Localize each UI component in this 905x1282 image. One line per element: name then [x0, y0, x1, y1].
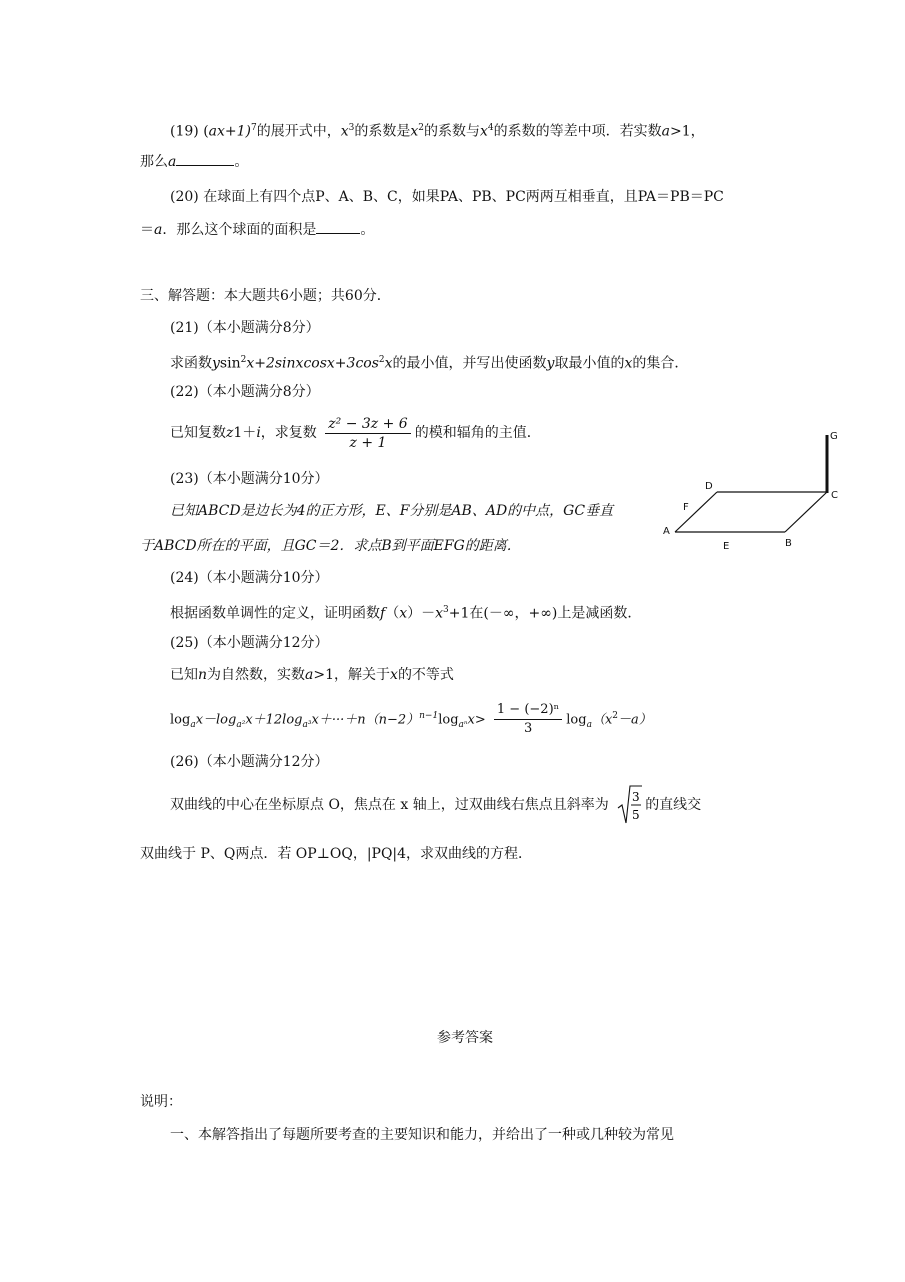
sqrt-denominator: 5 [632, 808, 640, 822]
q22-var: z [226, 425, 234, 441]
q24-var: x [399, 605, 408, 622]
q25-log: log [566, 712, 587, 728]
q25-inequality [170, 696, 652, 745]
fraction-denominator: 3 [523, 721, 533, 737]
q22-text: ，求复数 [260, 425, 317, 441]
q19-line1 [170, 118, 705, 142]
q20-text: ．那么这个球面的面积是 [162, 222, 317, 238]
q25-log-base: aⁿ [458, 719, 468, 730]
q25-var: a [305, 667, 314, 683]
q21-body [170, 350, 688, 374]
q24-heading: (24)（本小题满分10分） [170, 570, 329, 586]
q24-text: （ [385, 605, 400, 622]
q25-exponent: n−1 [419, 711, 439, 721]
q21-var: x [384, 355, 393, 372]
q19-text: 的系数与 [424, 123, 481, 140]
geometry-figure [655, 425, 845, 555]
q20-text: ＝ [140, 222, 154, 238]
q20-text: 。 [360, 222, 375, 238]
q22-text: 已知复数 [170, 425, 226, 441]
answer-blank [176, 153, 234, 166]
edge-ad [675, 492, 717, 532]
q24-var: f [380, 605, 386, 622]
q21-text: 的集合． [632, 355, 689, 372]
fraction-denominator: z + 1 [349, 434, 387, 451]
q19-exponent: 2 [418, 123, 425, 133]
q25-body [170, 665, 454, 685]
label-f: F [683, 502, 689, 513]
q21-text: sin [219, 355, 241, 372]
q25-exponent: 2 [612, 711, 619, 721]
label-a: A [663, 526, 670, 537]
answer-title: 参考答案 [437, 1030, 493, 1046]
q25-term: x＋···＋n（n−2） [311, 712, 420, 728]
q21-var: y [546, 355, 555, 372]
q19-var: a [168, 154, 177, 170]
q19-expression: ax+1) [208, 123, 251, 140]
q25-term: －a） [618, 712, 652, 728]
q21-heading: (21)（本小题满分8分） [170, 320, 320, 336]
fraction-numerator: 1 − (−2)ⁿ [494, 701, 562, 720]
q21-exponent: 2 [378, 355, 385, 365]
q19-var: x [340, 123, 349, 140]
q26-heading: (26)（本小题满分12分） [170, 754, 329, 770]
q22-var: i [256, 425, 261, 441]
q24-text: +1在(－∞，+∞)上是减函数． [448, 605, 642, 622]
q24-text: ）－ [407, 605, 436, 622]
q20-line1: (20) 在球面上有四个点P、A、B、C，如果PA、PB、PC两两互相垂直，且PA＝PB＝PC [170, 189, 724, 205]
label-d: D [705, 481, 713, 492]
q19-exponent: 3 [348, 123, 355, 133]
q25-text: 已知 [170, 667, 198, 683]
q19-exponent: 7 [251, 123, 257, 133]
q25-var: n [198, 667, 208, 683]
sqrt-expression [616, 784, 642, 826]
q19-line2 [140, 152, 248, 172]
q25-log-base: a [586, 719, 592, 730]
q19-text: 的系数是 [354, 123, 411, 140]
q24-text: 根据函数单调性的定义，证明函数 [170, 605, 380, 622]
q24-body [170, 600, 641, 624]
q26-text: 双曲线的中心在坐标原点 O，焦点在 x 轴上，过双曲线右焦点且斜率为 [170, 797, 609, 813]
q26-text: 的直线交 [645, 797, 702, 813]
q21-text: 取最小值的 [554, 355, 625, 372]
q21-text: 的最小值，并写出使函数 [392, 355, 547, 372]
edge-bc [785, 492, 827, 532]
q21-exponent: 2 [240, 355, 247, 365]
q25-text: 的不等式 [397, 667, 454, 683]
q21-var: x [624, 355, 633, 372]
q19-text: >1， [670, 123, 705, 140]
note-item-1: 一、本解答指出了每题所要考查的主要知识和能力，并给出了一种或几种较为常见 [170, 1127, 674, 1143]
q25-text: 为自然数，实数 [207, 667, 306, 683]
q25-term: x－log [195, 712, 237, 728]
q22-body [170, 414, 541, 452]
q22-fraction [325, 415, 410, 452]
q25-term: x＋12log [245, 712, 303, 728]
q25-log: log [438, 712, 459, 728]
label-g: G [830, 431, 838, 442]
q26-line1 [170, 784, 701, 826]
fraction-numerator: z² − 3z + 6 [325, 415, 410, 434]
q21-text: 求函数 [170, 355, 212, 372]
q25-heading: (25)（本小题满分12分） [170, 635, 329, 651]
q19-text: 。 [234, 154, 249, 170]
label-b: B [785, 538, 792, 549]
q21-var: y [212, 355, 220, 372]
q20-line2 [140, 220, 374, 240]
q25-log-base: a² [236, 719, 246, 730]
q20-var: a [154, 222, 163, 238]
q26-line2: 双曲线于 P、Q两点．若 OP⊥OQ，|PQ|4，求双曲线的方程． [140, 846, 533, 862]
q25-text: >1，解关于 [313, 667, 391, 683]
label-e: E [723, 541, 730, 552]
q19-text: 的展开式中， [256, 123, 341, 140]
label-c: C [831, 490, 838, 501]
q24-exponent: 3 [443, 605, 449, 615]
q25-term: x> [467, 712, 486, 728]
section-heading: 三、解答题：本大题共6小题；共60分． [140, 288, 391, 304]
q19-var: a [661, 123, 671, 140]
q19-var: x [410, 123, 419, 140]
sqrt-icon [616, 784, 642, 826]
q23-line1: 已知ABCD是边长为4的正方形，E、F分别是AB、AD的中点，GC垂直 [170, 503, 614, 519]
q22-text: 的模和辐角的主值． [414, 425, 541, 441]
note-label: 说明： [140, 1094, 182, 1110]
q23-line2: 于ABCD所在的平面，且GC＝2．求点B到平面EFG的距离． [140, 538, 521, 554]
q23-heading: (23)（本小题满分10分） [170, 471, 329, 487]
q19-text: (19) ( [170, 123, 209, 140]
q19-text: 那么 [140, 154, 168, 170]
q25-log: log [170, 712, 191, 728]
q25-fraction [494, 701, 562, 738]
q25-term: （x [591, 712, 613, 728]
answer-blank [316, 221, 360, 234]
q19-var: x [480, 123, 488, 140]
q21-expression: x+2sinxcosx+3cos [246, 355, 379, 372]
q24-var: x [435, 605, 443, 622]
q22-text: 1＋ [233, 425, 257, 441]
q19-exponent: 4 [487, 123, 494, 133]
q25-var: x [390, 667, 398, 683]
q19-text: 的系数的等差中项．若实数 [493, 123, 662, 140]
q25-log-base: a [190, 719, 196, 730]
sqrt-numerator: 3 [632, 790, 640, 804]
q25-log-base: a³ [302, 719, 312, 730]
q22-heading: (22)（本小题满分8分） [170, 384, 320, 400]
